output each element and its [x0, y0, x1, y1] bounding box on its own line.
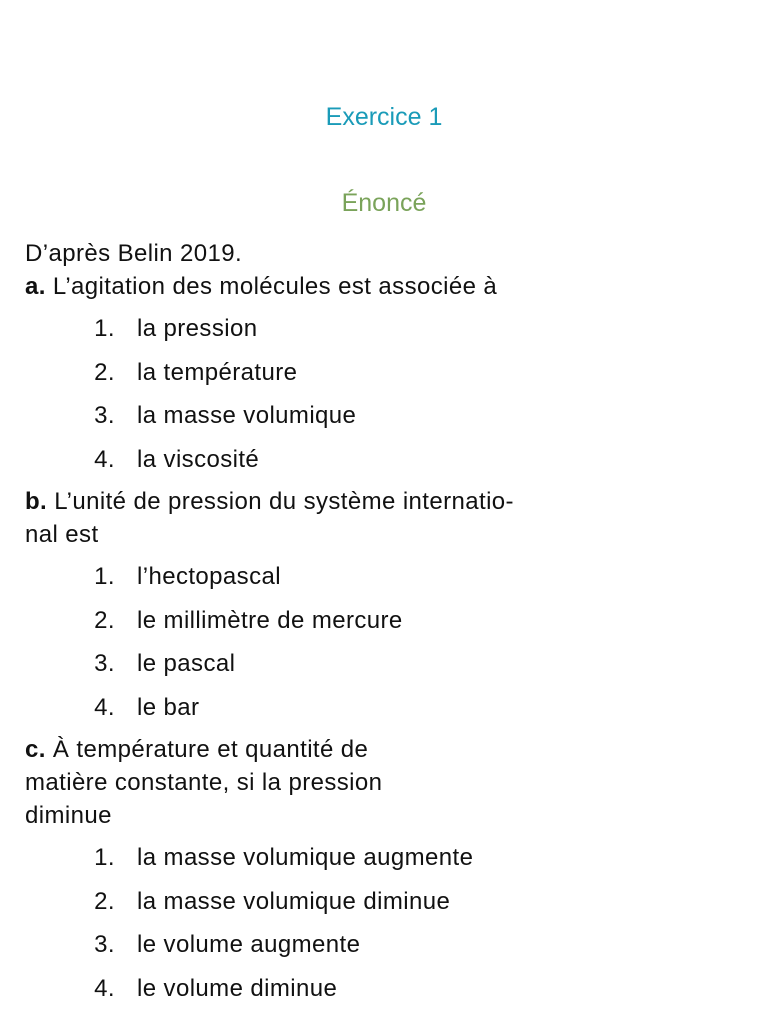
- question-b-options: [25, 555, 735, 729]
- question-c-option-1: [25, 836, 735, 880]
- option-text: la pression: [137, 315, 258, 342]
- question-a-option-3: [25, 394, 735, 438]
- option-number: 1.: [94, 844, 115, 871]
- option-number: 3.: [94, 931, 115, 958]
- question-a: [25, 270, 735, 481]
- question-c-text: [25, 733, 735, 766]
- question-a-label: a.: [25, 273, 46, 300]
- question-c: [25, 733, 735, 1010]
- question-b-line-1: L’unité de pression du système internatio-: [54, 488, 514, 515]
- option-number: 4.: [94, 693, 115, 721]
- question-c-option-3: [25, 923, 735, 967]
- option-text: le volume diminue: [137, 974, 338, 1002]
- question-a-option-1: [25, 307, 735, 351]
- source-line: D’après Belin 2019.: [25, 240, 243, 267]
- question-a-option-2: [25, 351, 735, 395]
- option-number: 1.: [94, 315, 115, 342]
- question-a-options: [25, 307, 735, 481]
- question-a-text: [25, 270, 735, 303]
- statement-heading: Énoncé: [341, 189, 427, 217]
- option-number: 2.: [94, 887, 115, 915]
- exercise-content: [25, 237, 735, 1014]
- question-a-option-4: [25, 438, 735, 482]
- question-c-label: c.: [25, 736, 46, 763]
- option-text: le volume augmente: [137, 931, 361, 958]
- option-text: le millimètre de mercure: [137, 606, 403, 634]
- option-text: le bar: [137, 693, 200, 721]
- question-c-line-1: À température et quantité de: [52, 736, 369, 763]
- question-b-option-4: [25, 686, 735, 730]
- option-text: la masse volumique diminue: [137, 887, 451, 915]
- option-number: 3.: [94, 402, 115, 429]
- option-text: la température: [137, 358, 298, 386]
- question-c-option-4: [25, 967, 735, 1011]
- question-c-options: [25, 836, 735, 1010]
- question-b-option-1: [25, 555, 735, 599]
- option-text: le pascal: [137, 650, 236, 677]
- option-text: la viscosité: [137, 445, 260, 473]
- option-number: 2.: [94, 606, 115, 634]
- option-number: 1.: [94, 563, 115, 590]
- question-a-line-1: L’agitation des molécules est associée à: [52, 273, 498, 300]
- option-number: 4.: [94, 445, 115, 473]
- question-b: [25, 485, 735, 729]
- question-b-label: b.: [25, 488, 48, 515]
- question-b-option-2: [25, 599, 735, 643]
- question-c-line-3: diminue: [25, 802, 112, 829]
- question-b-option-3: [25, 642, 735, 686]
- question-c-option-2: [25, 880, 735, 924]
- option-text: l’hectopascal: [137, 563, 281, 590]
- question-b-line-2: nal est: [25, 521, 99, 548]
- option-number: 4.: [94, 974, 115, 1002]
- option-text: la masse volumique augmente: [137, 844, 474, 871]
- option-text: la masse volumique: [137, 402, 357, 429]
- question-c-line-2: matière constante, si la pression: [25, 769, 383, 796]
- question-b-text: [25, 485, 735, 518]
- option-number: 2.: [94, 358, 115, 386]
- exercise-title: Exercice 1: [325, 103, 443, 131]
- option-number: 3.: [94, 650, 115, 677]
